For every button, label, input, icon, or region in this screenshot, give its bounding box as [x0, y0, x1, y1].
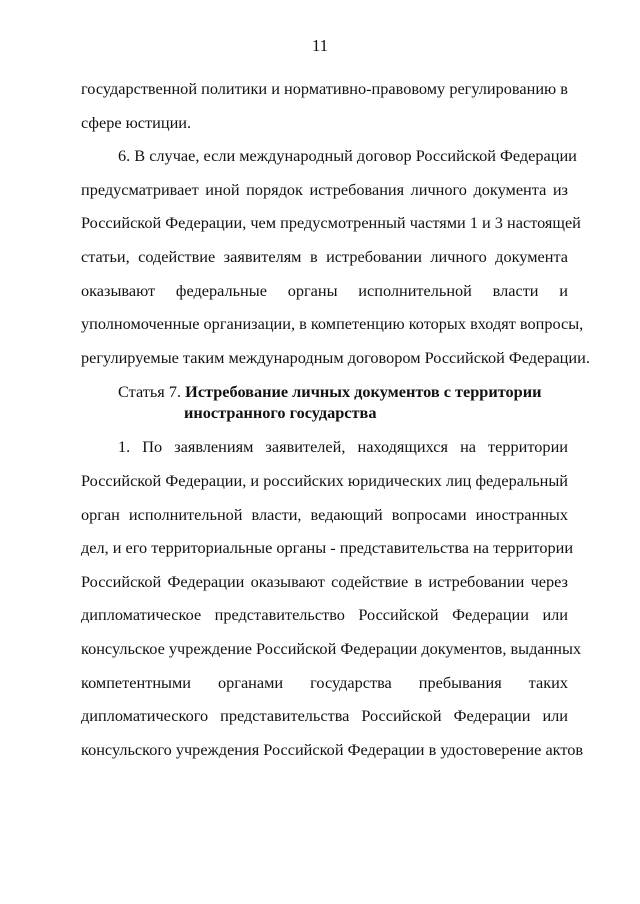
text-line: дел, и его территориальные органы - представительства на территории	[81, 538, 574, 558]
text-line: государственной политики и нормативно-правовому регулированию в	[81, 79, 568, 98]
text-line: регулируемые таким международным договором Российской Федерации.	[81, 347, 590, 367]
text-line: 6. В случае, если международный договор Российской Федерации	[118, 146, 577, 166]
text-line: Российской Федерации, и российских юридических лиц федеральный	[81, 470, 568, 490]
paragraph-continuation	[81, 72, 568, 139]
page-number: 11	[311, 36, 329, 55]
paragraph-item-6	[81, 139, 590, 374]
text-line: Российской Федерации оказывают содействие в истребовании через	[81, 571, 568, 591]
text-line: орган исполнительной власти, ведающий вопросами иностранных	[81, 504, 568, 524]
text-line: консульское учреждение Российской Федерации документов, выданных	[81, 638, 582, 658]
text-line: уполномоченные организации, в компетенцию которых входят вопросы,	[81, 314, 584, 334]
text-line: сфере юстиции.	[81, 112, 192, 132]
paragraph-item-1	[81, 430, 584, 766]
article-heading-line	[81, 402, 568, 423]
article-title: Истребование личных документов с территории	[185, 382, 542, 402]
article-label: Статья 7.	[118, 382, 182, 402]
text-line: предусматривает иной порядок истребования личного документа из	[81, 179, 568, 199]
text-line: 1. По заявлениям заявителей, находящихся на территории	[118, 437, 568, 457]
text-line: статьи, содействие заявителям в истребовании личного документа	[81, 246, 568, 266]
text-line: Российской Федерации, чем предусмотренный частями 1 и 3 настоящей	[81, 213, 581, 233]
document-body	[81, 72, 590, 766]
text-line: дипломатическое представительство Российской Федерации или	[81, 605, 568, 625]
text-line: оказывают федеральные органы исполнительной власти и	[81, 280, 568, 300]
article-title-continued: иностранного государства	[184, 403, 377, 423]
text-line: компетентными органами государства пребывания таких	[81, 672, 568, 692]
article-heading-line	[81, 381, 568, 402]
text-line: дипломатического представительства Российской Федерации или	[81, 706, 568, 726]
text-line: консульского учреждения Российской Федерации в удостоверение актов	[81, 739, 584, 759]
article-heading	[81, 381, 568, 423]
